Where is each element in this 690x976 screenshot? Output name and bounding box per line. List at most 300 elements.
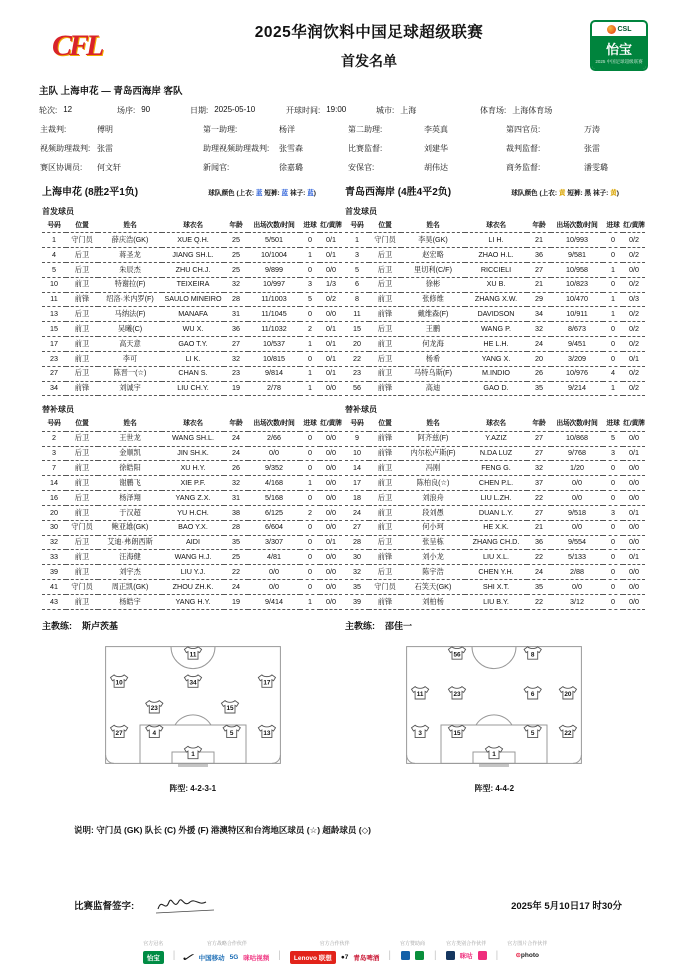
player-row — [42, 491, 342, 506]
player-cell: 刘浪舟 — [401, 491, 465, 506]
player-cell: 0 — [603, 535, 623, 550]
player-row — [345, 307, 645, 322]
yibao-sponsor-badge — [590, 20, 648, 71]
csl-emblem — [592, 22, 646, 36]
player-cell: JIN SH.K. — [162, 446, 224, 461]
column-header: 出场次数/时间 — [248, 417, 300, 431]
player-cell: 吴曦(C) — [98, 322, 162, 337]
player-row — [42, 520, 342, 535]
column-header: 位置 — [66, 417, 98, 431]
player-cell: 3 — [603, 446, 623, 461]
player-row — [345, 337, 645, 352]
formation-diagrams — [0, 632, 690, 794]
info-value: 90 — [141, 105, 151, 114]
player-cell: 0/1 — [320, 337, 342, 352]
sponsor-group — [400, 940, 425, 960]
sponsor-logo — [446, 951, 455, 960]
player-cell: 3/209 — [551, 351, 603, 366]
pitch-player-shirt — [184, 675, 201, 687]
official-name: 杨洋 — [279, 125, 295, 134]
player-cell: 32 — [224, 476, 248, 491]
player-cell: 0/0 — [320, 580, 342, 595]
player-cell: 前卫 — [369, 476, 401, 491]
csl-emblem-text: CSL — [617, 26, 632, 33]
player-cell: 0/0 — [320, 381, 342, 396]
player-cell: 35 — [527, 381, 551, 396]
player-cell: 前卫 — [66, 322, 98, 337]
player-cell: 9/214 — [551, 381, 603, 396]
pitch-player-shirt — [110, 675, 127, 687]
player-cell: 0/0 — [623, 535, 645, 550]
player-cell: 前卫 — [66, 505, 98, 520]
player-cell: 后卫 — [66, 263, 98, 278]
player-cell: 0/2 — [320, 292, 342, 307]
player-row — [42, 292, 342, 307]
formation-caption: 阵型: 4-2-3-1 — [169, 783, 217, 793]
player-cell: 0/1 — [320, 322, 342, 337]
player-cell: 0/0 — [320, 446, 342, 461]
player-cell: MANAFA — [162, 307, 224, 322]
player-cell: 9/451 — [551, 337, 603, 352]
column-header: 红/黄牌 — [320, 417, 342, 431]
player-cell: 27 — [527, 431, 551, 446]
player-cell: LIU L.ZH. — [465, 491, 527, 506]
player-cell: 徐彬 — [401, 277, 465, 292]
player-cell: 24 — [527, 337, 551, 352]
info-pair — [286, 105, 376, 116]
kit-segment: 黑 — [584, 190, 592, 197]
info-label: 日期: — [190, 106, 209, 115]
player-cell: 18 — [345, 491, 369, 506]
player-cell: 0 — [300, 491, 320, 506]
pitch-player-shirt — [449, 686, 466, 698]
sponsor-group — [290, 940, 379, 964]
player-cell: 26 — [527, 366, 551, 381]
player-cell: 20 — [345, 337, 369, 352]
column-header: 进球 — [300, 417, 320, 431]
player-cell: 1 — [300, 337, 320, 352]
player-cell: 0/0 — [320, 565, 342, 580]
player-cell: 10/868 — [551, 431, 603, 446]
column-header: 进球 — [603, 417, 623, 431]
player-cell: 23 — [42, 351, 66, 366]
player-cell: 21 — [527, 520, 551, 535]
player-cell: BAO Y.X. — [162, 520, 224, 535]
sponsor-logo — [401, 951, 410, 960]
player-cell: 0 — [603, 277, 623, 292]
sponsor-group-label: 官方赞助商 — [399, 941, 425, 947]
player-cell: 前锋 — [66, 381, 98, 396]
player-row — [345, 446, 645, 461]
column-header: 号码 — [42, 219, 66, 233]
player-cell: 23 — [224, 366, 248, 381]
pitch-player-shirt — [524, 725, 541, 737]
coach-label: 主教练: — [42, 620, 72, 631]
player-cell: 11 — [42, 292, 66, 307]
player-cell: 0/0 — [551, 476, 603, 491]
player-cell: 30 — [42, 520, 66, 535]
sponsor-group-label: 官方战略合作伙伴 — [206, 941, 247, 947]
player-cell: 10/470 — [551, 292, 603, 307]
player-cell: HE X.K. — [465, 520, 527, 535]
player-cell: 刘柏杨 — [401, 594, 465, 609]
player-cell: FENG G. — [465, 461, 527, 476]
kit-segment: 短裤: — [565, 190, 585, 197]
player-cell: 2 — [300, 322, 320, 337]
player-cell: CHAN S. — [162, 366, 224, 381]
player-row — [42, 431, 342, 446]
officials-row — [0, 162, 690, 173]
player-cell: 0 — [300, 461, 320, 476]
player-cell: SAULO MINEIRO — [162, 292, 224, 307]
official-role-label: 第一助理: — [203, 125, 238, 134]
column-header: 年龄 — [527, 417, 551, 431]
player-cell: 冯刚 — [401, 461, 465, 476]
sponsor-tagline: 2025 中国足球超级联赛 — [592, 59, 646, 69]
sponsor-logos — [179, 951, 270, 964]
player-cell: 徐皓阳 — [98, 461, 162, 476]
sponsor-group-label: 官方类别合作伙伴 — [446, 941, 487, 947]
player-cell: 10/815 — [248, 351, 300, 366]
sponsor-logo: 咪咕视频 — [243, 955, 270, 962]
player-cell: 后卫 — [369, 565, 401, 580]
player-cell: 守门员 — [369, 580, 401, 595]
player-cell: 0 — [603, 520, 623, 535]
starters-label: 首发球员 — [42, 207, 74, 216]
player-cell: 41 — [42, 580, 66, 595]
player-cell: 35 — [345, 580, 369, 595]
sponsor-logo: ●7 — [340, 954, 349, 961]
player-cell: 11/1003 — [248, 292, 300, 307]
sponsor-logos — [400, 951, 425, 960]
official-name: 张雷 — [584, 144, 600, 153]
player-cell: 1 — [603, 292, 623, 307]
player-cell: 39 — [345, 594, 369, 609]
player-row — [42, 381, 342, 396]
team-lineup-columns — [0, 173, 690, 632]
formation-pitch — [105, 646, 281, 768]
kit-segment: 黄 — [610, 190, 617, 197]
player-cell: 30 — [345, 550, 369, 565]
formation-block — [42, 646, 344, 794]
kit-segment: 短裤: — [262, 190, 282, 197]
sponsor-logo: Lenovo 联想 — [290, 951, 336, 964]
player-cell: 0/0 — [623, 263, 645, 278]
info-pair — [190, 105, 286, 116]
player-cell: Y.AZIZ — [465, 431, 527, 446]
svg-text:11: 11 — [189, 651, 197, 659]
player-cell: 张修维 — [401, 292, 465, 307]
player-cell: 0 — [603, 491, 623, 506]
player-cell: 9/518 — [551, 505, 603, 520]
formation-pitch — [406, 646, 582, 768]
nike-swoosh-icon: ✓ — [179, 952, 199, 964]
player-cell: 0/0 — [248, 580, 300, 595]
player-cell: 27 — [345, 520, 369, 535]
player-cell: 刘小龙 — [401, 550, 465, 565]
player-cell: 前卫 — [66, 594, 98, 609]
player-cell: 16 — [42, 491, 66, 506]
player-cell: LIU X.L. — [465, 550, 527, 565]
player-cell: 6/125 — [248, 505, 300, 520]
column-header: 号码 — [345, 417, 369, 431]
photo-sponsor-logo: ⊙photo — [515, 952, 539, 959]
official-role-label: 助理视频助理裁判: — [203, 144, 270, 153]
team-header — [42, 183, 342, 198]
player-cell: XIE P.F. — [162, 476, 224, 491]
pitch-player-shirt — [560, 686, 577, 698]
starters-label: 首发球员 — [345, 207, 377, 216]
player-cell: 前卫 — [66, 550, 98, 565]
player-cell: 26 — [224, 461, 248, 476]
svg-text:1: 1 — [190, 750, 195, 758]
player-cell: 1 — [345, 233, 369, 248]
legend-line: 说明: 守门员 (GK) 队长 (C) 外援 (F) 港澳特区和台湾地区球员 (☆) 超龄球员 (◇) — [74, 824, 371, 835]
player-cell: 后卫 — [66, 248, 98, 263]
player-cell: 0 — [603, 550, 623, 565]
column-header: 位置 — [66, 219, 98, 233]
column-header: 姓名 — [401, 219, 465, 233]
player-cell: 24 — [224, 580, 248, 595]
pitch-player-shirt — [145, 725, 162, 737]
player-cell: 3/12 — [551, 594, 603, 609]
player-cell: GAO T.Y. — [162, 337, 224, 352]
player-row — [345, 580, 645, 595]
player-cell: 前卫 — [369, 337, 401, 352]
kit-segment: 蓝 — [307, 190, 314, 197]
sponsor-footer — [0, 936, 690, 968]
player-cell: DUAN L.Y. — [465, 505, 527, 520]
svg-text:6: 6 — [531, 690, 535, 698]
player-cell: 25 — [224, 263, 248, 278]
player-cell: LI K. — [162, 351, 224, 366]
player-cell: 周正凯(GK) — [98, 580, 162, 595]
player-cell: 6 — [345, 277, 369, 292]
player-cell: 里切利(C/F) — [401, 263, 465, 278]
lineup-header-row — [345, 219, 645, 233]
team-header — [345, 183, 645, 198]
player-cell: 35 — [527, 580, 551, 595]
player-cell: 朱辰杰 — [98, 263, 162, 278]
player-cell: 8/673 — [551, 322, 603, 337]
player-cell: 7 — [42, 461, 66, 476]
player-cell: 0/0 — [551, 580, 603, 595]
player-cell: CHEN Y.H. — [465, 565, 527, 580]
official-role-label: 安保官: — [348, 163, 375, 172]
supervisor-signature — [152, 892, 224, 918]
player-cell: 0/0 — [623, 594, 645, 609]
sponsor-logo — [478, 951, 487, 960]
player-cell: 34 — [527, 307, 551, 322]
player-row — [42, 248, 342, 263]
player-cell: 何小珂 — [401, 520, 465, 535]
player-cell: 9/899 — [248, 263, 300, 278]
player-row — [42, 594, 342, 609]
sponsor-group-label: 官方合作伙伴 — [319, 941, 350, 947]
player-cell: 1/20 — [551, 461, 603, 476]
player-cell: 22 — [345, 351, 369, 366]
player-cell: 36 — [224, 322, 248, 337]
official-role-label: 商务监督: — [506, 163, 541, 172]
player-cell: 前锋 — [369, 307, 401, 322]
info-pair — [117, 105, 190, 116]
player-cell: 10 — [42, 277, 66, 292]
player-cell: LIU B.Y. — [465, 594, 527, 609]
coach-name: 斯卢茨基 — [82, 620, 119, 631]
player-cell: 4/81 — [248, 550, 300, 565]
player-cell: 1 — [300, 476, 320, 491]
column-header: 姓名 — [98, 219, 162, 233]
player-cell: 37 — [527, 476, 551, 491]
player-cell: 0/0 — [320, 476, 342, 491]
officials-row — [0, 124, 690, 135]
player-cell: 27 — [527, 263, 551, 278]
player-cell: N.DA LUZ — [465, 446, 527, 461]
official-name: 张雪森 — [279, 144, 303, 153]
svg-text:34: 34 — [189, 679, 197, 687]
player-cell: 后卫 — [369, 248, 401, 263]
player-cell: 22 — [527, 594, 551, 609]
player-cell: 0/0 — [320, 431, 342, 446]
player-cell: 前卫 — [66, 351, 98, 366]
column-header: 位置 — [369, 219, 401, 233]
official-name: 张雷 — [97, 144, 113, 153]
player-cell: ZHANG CH.D. — [465, 535, 527, 550]
league-logo — [52, 29, 148, 63]
player-row — [345, 476, 645, 491]
player-cell: 19 — [224, 381, 248, 396]
official-name: 万涛 — [584, 125, 600, 134]
column-header: 球衣名 — [465, 219, 527, 233]
player-cell: 前卫 — [66, 565, 98, 580]
player-cell: WANG P. — [465, 322, 527, 337]
pitch-player-shirt — [184, 647, 201, 659]
player-cell: 0 — [603, 594, 623, 609]
player-cell: TEIXEIRA — [162, 277, 224, 292]
info-value: 12 — [63, 105, 73, 114]
pitch-player-shirt — [223, 725, 240, 737]
player-cell: 10/823 — [551, 277, 603, 292]
player-cell: 21 — [527, 233, 551, 248]
player-cell: 31 — [224, 491, 248, 506]
player-row — [345, 520, 645, 535]
player-cell: YU H.CH. — [162, 505, 224, 520]
svg-text:5: 5 — [531, 729, 535, 737]
info-label: 轮次: — [39, 106, 58, 115]
footer-separator: | — [495, 950, 499, 961]
camera-dot-icon: ⊙ — [515, 952, 521, 959]
player-cell: 守门员 — [66, 580, 98, 595]
player-cell: 0/0 — [623, 520, 645, 535]
player-cell: 0 — [603, 337, 623, 352]
player-cell: 1 — [603, 381, 623, 396]
player-row — [42, 461, 342, 476]
player-row — [42, 307, 342, 322]
column-header: 号码 — [345, 219, 369, 233]
coach-line — [42, 619, 342, 632]
player-cell: 前锋 — [369, 550, 401, 565]
player-cell: 戴维森(F) — [401, 307, 465, 322]
player-row — [345, 565, 645, 580]
player-cell: 9/554 — [551, 535, 603, 550]
player-cell: ZHAO H.L. — [465, 248, 527, 263]
svg-text:1: 1 — [492, 750, 497, 758]
player-cell: 9/581 — [551, 248, 603, 263]
player-cell: 蒋圣龙 — [98, 248, 162, 263]
player-row — [42, 446, 342, 461]
player-cell: 0 — [300, 565, 320, 580]
official-name: 傅明 — [97, 125, 113, 134]
column-header: 年龄 — [224, 417, 248, 431]
kit-segment: 球队颜色 (上衣: — [511, 190, 559, 197]
player-cell: 20 — [42, 505, 66, 520]
pitch-player-shirt — [449, 725, 466, 737]
player-cell: 32 — [224, 351, 248, 366]
match-info-row — [0, 97, 690, 116]
player-cell: 前锋 — [66, 292, 98, 307]
info-value: 上海体育场 — [512, 106, 553, 115]
player-cell: 10/958 — [551, 263, 603, 278]
player-cell: 杨皓宇 — [98, 594, 162, 609]
player-row — [345, 366, 645, 381]
player-cell: 前卫 — [369, 461, 401, 476]
player-row — [42, 322, 342, 337]
player-cell: 薛庆浩(GK) — [98, 233, 162, 248]
player-cell: 0 — [300, 307, 320, 322]
player-cell: 2/88 — [551, 565, 603, 580]
column-header: 球衣名 — [465, 417, 527, 431]
sponsor-group-label: 官方冠名 — [143, 941, 164, 947]
player-cell: 0/2 — [623, 381, 645, 396]
svg-text:56: 56 — [453, 651, 461, 659]
player-cell: 0/2 — [623, 248, 645, 263]
player-cell: 11/1045 — [248, 307, 300, 322]
match-officials — [0, 124, 690, 173]
player-cell: 5 — [603, 431, 623, 446]
player-cell: 绍洛·米内罗(F) — [98, 292, 162, 307]
player-cell: 0 — [603, 248, 623, 263]
team-kit-colors — [511, 187, 619, 197]
sponsor-group — [446, 940, 487, 960]
subs-label: 替补球员 — [42, 405, 74, 415]
kit-segment: ) — [616, 190, 619, 197]
coach-label: 主教练: — [345, 620, 375, 631]
player-cell: 后卫 — [369, 351, 401, 366]
column-header: 球衣名 — [162, 417, 224, 431]
player-cell: 于汉超 — [98, 505, 162, 520]
player-cell: YANG X. — [465, 351, 527, 366]
sponsor-logo: 怡宝 — [143, 951, 164, 964]
player-cell: WANG SH.L. — [162, 431, 224, 446]
player-cell: 0/0 — [551, 520, 603, 535]
player-cell: 陈宇浩 — [401, 565, 465, 580]
lineup-header-row — [345, 417, 645, 431]
player-row — [345, 277, 645, 292]
player-cell: 1 — [300, 248, 320, 263]
player-cell: 8 — [345, 292, 369, 307]
player-cell: 32 — [42, 535, 66, 550]
player-cell: 后卫 — [369, 491, 401, 506]
player-row — [42, 351, 342, 366]
player-cell: 0/0 — [320, 550, 342, 565]
player-cell: 前卫 — [66, 461, 98, 476]
player-cell: 0 — [300, 446, 320, 461]
player-row — [345, 292, 645, 307]
player-cell: 3 — [300, 277, 320, 292]
player-cell: 1/3 — [320, 277, 342, 292]
player-cell: 2/66 — [248, 431, 300, 446]
player-cell: 24 — [224, 431, 248, 446]
